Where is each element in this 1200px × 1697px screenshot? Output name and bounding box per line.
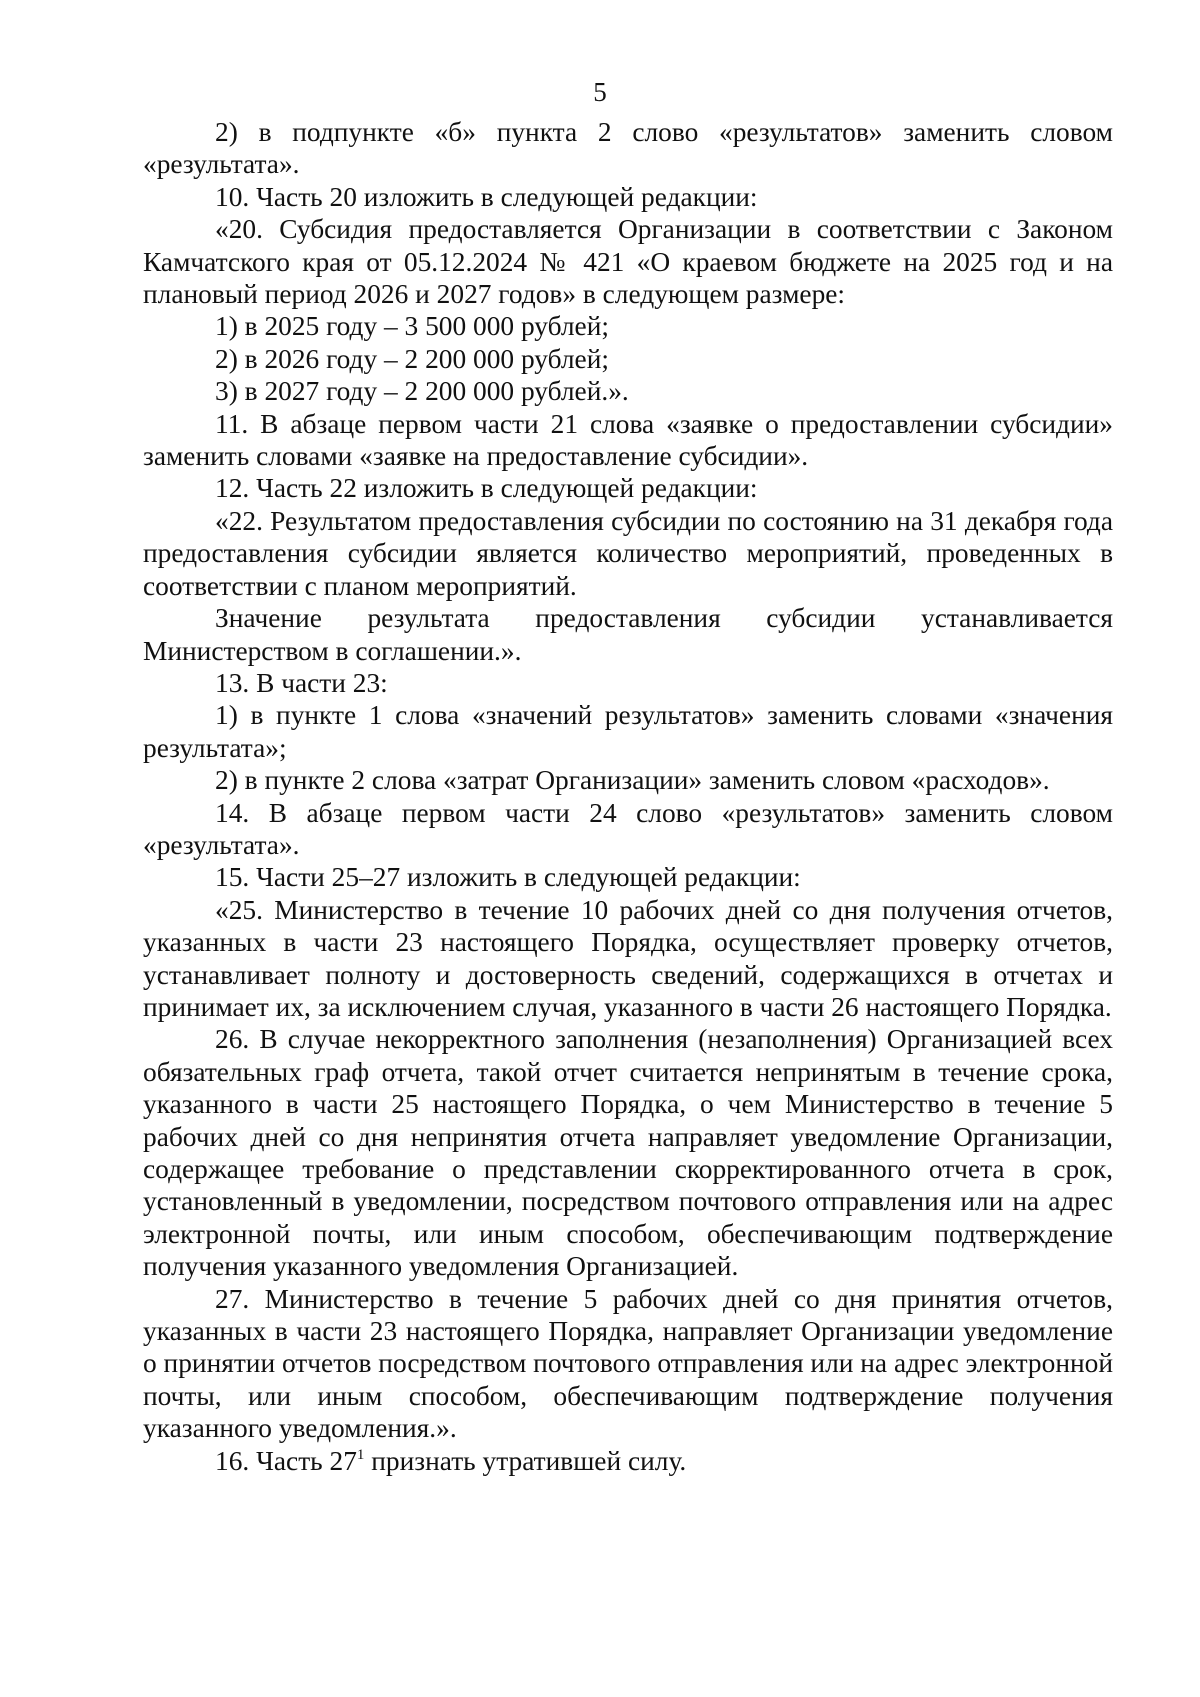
document-body [143,116,1113,1477]
paragraph: 11. В абзаце первом части 21 слова «заявке о предоставлении субсидии» заменить словами «заявке на предоставление субсидии». [143,408,1113,472]
paragraph: Значение результата предоставления субсидии устанавливается Министерством в соглашении.». [143,603,1113,666]
paragraph: 27. Министерство в течение 5 рабочих дней со дня принятия отчетов, указанных в части 23 настоящего Порядка, направляет Организации уведомление о принятии отчетов посредством почтового отправления или на адрес электронной почты, или иным способом, обеспечивающим подтверждение получения указанного уведомления.». [143,1283,1113,1444]
paragraph: 13. В части 23: [215,667,388,698]
superscript-index: 1 [356,1446,365,1463]
paragraph: 3) в 2027 году – 2 200 000 рублей.». [215,376,629,407]
paragraph: 2) в пункте 2 слова «затрат Организации» заменить словом «расходов». [215,765,1050,796]
paragraph: «22. Результатом предоставления субсидии по состоянию на 31 декабря года предоставления субсидии является количество мероприятий, проведенных в соответствии с планом мероприятий. [143,505,1113,601]
last-paragraph-end: признать утратившей силу. [364,1445,687,1476]
paragraph: 2) в 2026 году – 2 200 000 рублей; [215,343,609,374]
paragraph: 10. Часть 20 изложить в следующей редакции: [215,181,758,212]
last-paragraph-start: 16. Часть 27 [215,1445,357,1476]
page-number: 5 [593,77,607,107]
paragraph: 15. Части 25–27 изложить в следующей редакции: [215,862,801,893]
paragraph: 12. Часть 22 изложить в следующей редакции: [215,473,758,504]
paragraph: 2) в подпункте «б» пункта 2 слово «результатов» заменить словом «результата». [143,117,1113,180]
paragraph-last [143,1445,1113,1477]
paragraph: 26. В случае некорректного заполнения (незаполнения) Организацией всех обязательных граф отчета, такой отчет считается непринятым в течение срока, указанного в части 25 настоящего Порядка, о чем Министерство в течение 5 рабочих дней со дня непринятия отчета направляет уведомление Организации, содержащее требование о представлении скорректированного отчета в срок, установленный в уведомлении, посредством почтового отправления или на адрес электронной почты, или иным способом, обеспечивающим подтверждение получения указанного уведомления Организацией. [143,1024,1113,1282]
paragraph: 1) в пункте 1 слова «значений результатов» заменить словами «значения результата»; [143,700,1113,763]
paragraph: 1) в 2025 году – 3 500 000 рублей; [215,311,609,342]
paragraph: «25. Министерство в течение 10 рабочих дней со дня получения отчетов, указанных в части 23 настоящего Порядка, осуществляет проверку отчетов, устанавливает полноту и достоверность сведений, содержащихся в отчетах и принимает их, за исключением случая, указанного в части 26 настоящего Порядка. [143,894,1113,1022]
paragraph: 14. В абзаце первом части 24 слово «результатов» заменить словом «результата». [143,797,1113,860]
paragraph: «20. Субсидия предоставляется Организации в соответствии с Законом Камчатского края от 05.12.2024 № 421 «О краевом бюджете на 2025 год и на плановый период 2026 и 2027 годов» в следующем размере: [143,214,1113,310]
